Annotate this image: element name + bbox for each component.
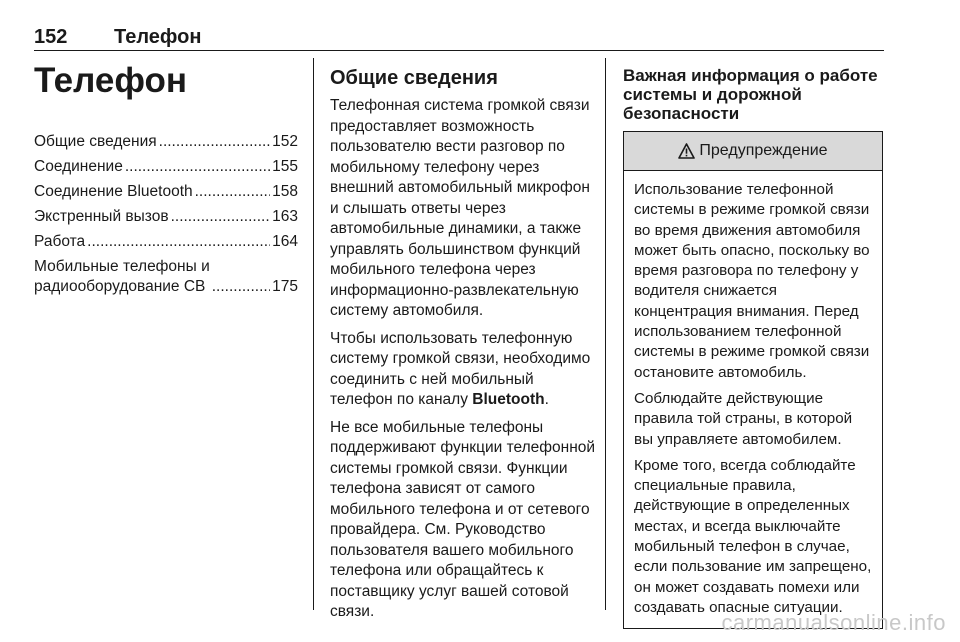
toc-leader-dots [125, 157, 270, 177]
running-title: Телефон [114, 26, 202, 48]
watermark: carmanualsonline.info [721, 610, 946, 635]
toc-item-title: Соединение Bluetooth [34, 183, 193, 200]
page-header [34, 26, 884, 52]
paragraph: Использование телефонной системы в режиме громкой связи во время движения автомобиля может быть опасно, поскольку во время разговора по телефону у водителя снижается концентрация внимания. Перед использованием телефонной системы в режиме громкой связи остановите автомобиль. [634, 181, 870, 381]
section-heading: Общие сведения [330, 67, 498, 89]
toc-item-page: 164 [272, 233, 298, 250]
toc-item[interactable] [34, 182, 298, 202]
paragraph: Кроме того, всегда соблюдайте специальные правила, действующие в определенных местах, и всегда выключайте мобильный телефон в случае, если пользование им запрещено, он может создавать помехи или создавать опасные ситуации. [634, 456, 872, 616]
toc-column [34, 60, 298, 302]
paragraph: Соблюдайте действующие правила той страны, в которой вы управляете автомобилем. [634, 389, 853, 448]
page-number: 152 [34, 26, 68, 48]
toc-item[interactable] [34, 132, 298, 152]
toc-item-page: 152 [272, 133, 298, 150]
toc-item-page: 155 [272, 158, 298, 175]
toc-item[interactable] [34, 157, 298, 177]
warning-triangle-icon [678, 143, 695, 159]
general-info-column [330, 66, 598, 630]
toc-item-page: 163 [272, 208, 298, 225]
toc-leader-dots [159, 132, 270, 152]
section-heading: Важная информация о работе системы и дорожной безопасности [623, 66, 878, 123]
warning-title: Предупреждение [699, 142, 828, 159]
table-of-contents [34, 132, 298, 297]
paragraph [330, 329, 598, 411]
paragraph: Не все мобильные телефоны поддерживают функции телефонной системы громкой связи. Функции телефона зависят от самого мобильного телефона и от сетевого провайдера. См. Руководство пользователя вашего мобильного телефона или обращайтесь к поставщику услуг вашей сотовой связи. [330, 418, 596, 620]
toc-leader-dots [212, 277, 270, 297]
toc-item[interactable] [34, 207, 298, 227]
toc-item-title: Общие сведения [34, 133, 157, 150]
toc-item[interactable] [34, 232, 298, 252]
toc-leader-dots [195, 182, 271, 202]
toc-item-title: Работа [34, 233, 86, 250]
header-rule [34, 50, 884, 51]
paragraph-text: . [544, 391, 549, 408]
toc-item-page: 158 [272, 183, 298, 200]
paragraph: Телефонная система громкой связи предоставляет возможность пользователю вести разговор по мобильному телефону через внешний автомобильный микрофон и слышать ответы через автомобильные динамики, а также управлять большинством функций мобильного телефона через информационно-развлекательную систему автомобиля. [330, 97, 590, 319]
column-divider-2 [605, 58, 606, 610]
toc-leader-dots [87, 232, 270, 252]
bluetooth-term: Bluetooth [472, 391, 545, 408]
safety-column [623, 66, 885, 629]
column-divider-1 [313, 58, 314, 610]
toc-item-title: Экстренный вызов [34, 208, 169, 225]
toc-item-title: Соединение [34, 158, 123, 175]
toc-item-page: 175 [272, 278, 298, 295]
warning-body [624, 171, 882, 628]
chapter-title: Телефон [34, 61, 188, 100]
paragraph-text: Чтобы использовать телефонную систему громкой связи, необходимо соединить с ней мобильный телефон по каналу [330, 329, 591, 408]
toc-leader-dots [171, 207, 271, 227]
warning-box [623, 131, 883, 629]
toc-item-title: Мобильные телефоны и радиооборудование CB [34, 258, 210, 295]
warning-header [624, 132, 882, 171]
toc-item[interactable] [34, 257, 298, 297]
